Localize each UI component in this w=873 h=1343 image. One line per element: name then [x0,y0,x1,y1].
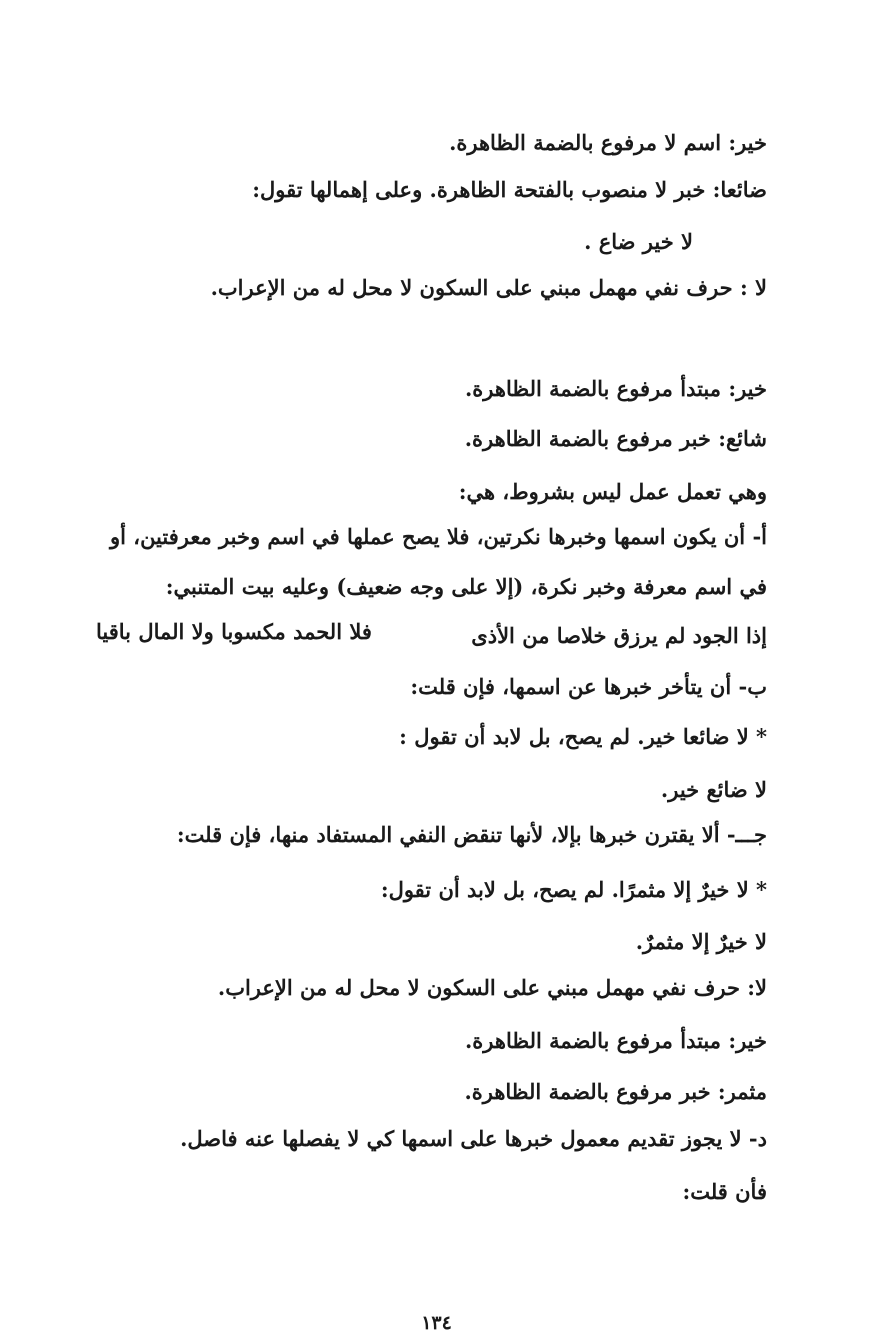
page-number: ١٣٤ [421,1312,452,1334]
text-line: وهي تعمل عمل ليس بشروط، هي: [458,479,767,504]
text-line: جـــ- ألا يقترن خبرها بإلا، لأنها تنقض النفي المستفاد منها، فإن قلت: [176,822,767,847]
text-line: د- لا يجوز تقديم معمول خبرها على اسمها كي لا يفصلها عنه فاصل. [180,1126,767,1151]
text-line: خير: مبتدأ مرفوع بالضمة الظاهرة. [464,1028,767,1053]
text-line: ضائعا: خبر لا منصوب بالفتحة الظاهرة. وعلى إهمالها تقول: [252,177,767,202]
text-line: فأن قلت: [682,1179,767,1204]
text-line: لا: حرف نفي مهمل مبني على السكون لا محل له من الإعراب. [217,975,767,1000]
example-line: * لا ضائعا خير. لم يصح، بل لابد أن تقول : [399,724,767,749]
text-line: أ- أن يكون اسمها وخبرها نكرتين، فلا يصح عملها في اسم وخبر معرفتين، أو [110,524,767,549]
text-line: خير: اسم لا مرفوع بالضمة الظاهرة. [449,130,767,155]
example-line: * لا خيرٌ إلا مثمرًا. لم يصح، بل لابد أن تقول: [380,877,767,902]
text-line: شائع: خبر مرفوع بالضمة الظاهرة. [464,426,767,451]
verse-second-hemistich: فلا الحمد مكسوبا ولا المال باقيا [96,619,372,644]
text-line: ب- أن يتأخر خبرها عن اسمها، فإن قلت: [410,674,767,699]
verse-first-hemistich: إذا الجود لم يرزق خلاصا من الأذى [471,623,767,648]
text-line: لا : حرف نفي مهمل مبني على السكون لا محل له من الإعراب. [210,275,767,300]
example-line: لا خير ضاع . [584,229,693,254]
example-line: لا خيرٌ إلا مثمرٌ. [635,929,767,954]
text-line: مثمر: خبر مرفوع بالضمة الظاهرة. [464,1079,767,1104]
example-line: لا ضائع خير. [660,777,767,802]
text-line: خير: مبتدأ مرفوع بالضمة الظاهرة. [464,376,767,401]
text-line: في اسم معرفة وخبر نكرة، (إلا على وجه ضعيف) وعليه بيت المتنبي: [165,574,767,599]
